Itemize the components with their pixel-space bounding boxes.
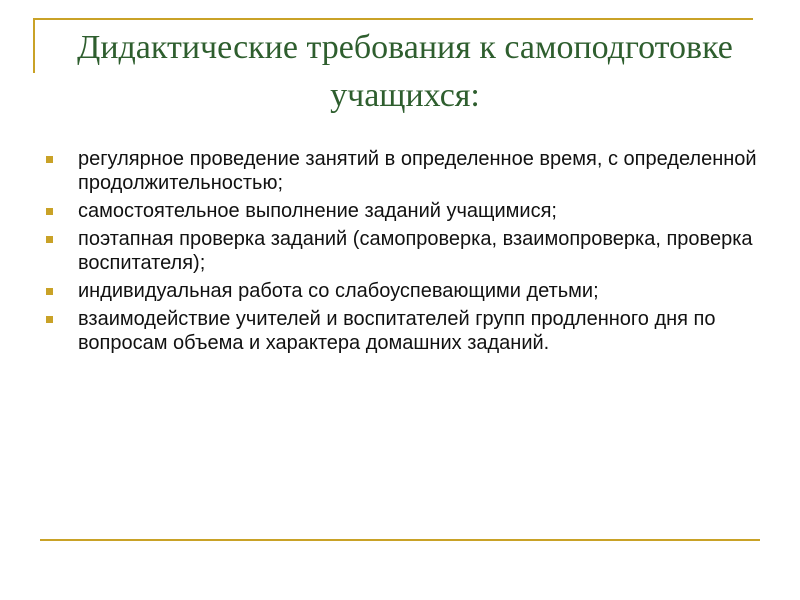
bullet-item	[42, 307, 762, 355]
square-bullet-icon	[46, 208, 53, 215]
bullet-item	[42, 147, 762, 195]
bottom-divider-line	[40, 539, 760, 541]
bullet-text: регулярное проведение занятий в определенное время, с определенной продолжительностью;	[78, 148, 757, 194]
square-bullet-icon	[46, 288, 53, 295]
bullet-item	[42, 199, 762, 223]
square-bullet-icon	[46, 156, 53, 163]
top-divider-line	[33, 18, 753, 20]
bullet-item	[42, 279, 762, 303]
bullet-text: самостоятельное выполнение заданий учащимися;	[78, 200, 557, 222]
bullet-list	[42, 147, 762, 359]
square-bullet-icon	[46, 316, 53, 323]
bullet-text: взаимодействие учителей и воспитателей групп продленного дня по вопросам объема и характера домашних заданий.	[78, 308, 716, 354]
left-divider-line	[33, 18, 35, 73]
bullet-text: индивидуальная работа со слабоуспевающими детьми;	[78, 280, 599, 302]
slide-title: Дидактические требования к самоподготовке учащихся:	[77, 29, 733, 114]
bullet-text: поэтапная проверка заданий (самопроверка, взаимопроверка, проверка воспитателя);	[78, 228, 753, 274]
square-bullet-icon	[46, 236, 53, 243]
bullet-item	[42, 227, 762, 275]
